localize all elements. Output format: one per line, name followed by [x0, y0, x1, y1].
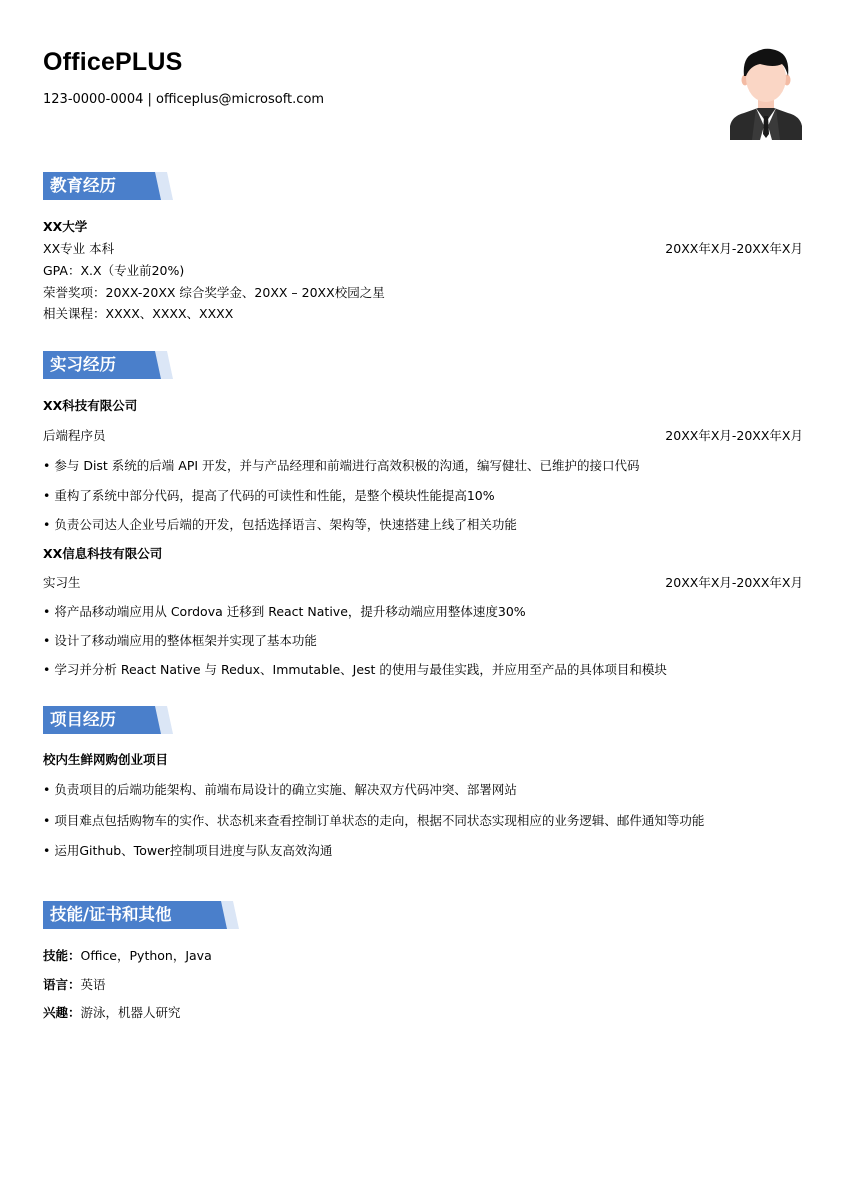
gpa: GPA：X.X（专业前20%) [43, 263, 185, 278]
interest-row [43, 1005, 181, 1021]
bullet-item: • 项目难点包括购物车的实作、状态机来查看控制订单状态的走向，根据不同状态实现相应的业务逻辑、邮件通知等功能 [43, 813, 705, 828]
bullet-item: • 设计了移动端应用的整体框架并实现了基本功能 [43, 633, 317, 648]
language-row [43, 977, 106, 993]
bullet-item: • 重构了系统中部分代码，提高了代码的可读性和性能，是整个模块性能提高10% [43, 488, 495, 503]
job-role: 后端程序员 [43, 428, 106, 443]
language-value: 英语 [80, 977, 106, 992]
bullet-item: • 将产品移动端应用从 Cordova 迁移到 React Native，提升移动端应用整体速度30% [43, 604, 526, 619]
skill-value: Office，Python，Java [80, 948, 212, 963]
honors: 荣誉奖项：20XX-20XX 综合奖学金、20XX – 20XX校园之星 [43, 285, 385, 300]
job-date: 20XX年X月-20XX年X月 [665, 428, 803, 443]
job-role: 实习生 [43, 575, 81, 590]
resume-name: OfficePLUS [43, 48, 183, 76]
interest-value: 游泳，机器人研究 [80, 1005, 181, 1020]
section-title: 项目经历 [50, 710, 116, 729]
interest-label: 兴趣： [43, 1005, 81, 1020]
section-header-projects [43, 706, 173, 734]
bullet-item: • 负责公司达人企业号后端的开发，包括选择语言、架构等，快速搭建上线了相关功能 [43, 517, 517, 532]
school-name: XX大学 [43, 219, 88, 234]
major-degree: XX专业 本科 [43, 241, 115, 256]
company-name: XX信息科技有限公司 [43, 546, 163, 561]
section-header-internship [43, 351, 173, 379]
section-title: 实习经历 [50, 355, 116, 374]
male-avatar-icon [730, 46, 802, 140]
courses: 相关课程：XXXX、XXXX、XXXX [43, 306, 234, 321]
bullet-item: • 运用Github、Tower控制项目进度与队友高效沟通 [43, 843, 333, 858]
section-header-skills [43, 901, 239, 929]
bullet-item: • 学习并分析 React Native 与 Redux、Immutable、Jest 的使用与最佳实践，并应用至产品的具体项目和模块 [43, 662, 667, 677]
job-date: 20XX年X月-20XX年X月 [665, 575, 803, 590]
section-header-education [43, 172, 173, 200]
skill-label: 技能： [43, 948, 81, 963]
language-label: 语言： [43, 977, 81, 992]
bullet-item: • 负责项目的后端功能架构、前端布局设计的确立实施、解决双方代码冲突、部署网站 [43, 782, 517, 797]
education-date: 20XX年X月-20XX年X月 [665, 241, 803, 256]
section-title: 技能/证书和其他 [50, 905, 172, 924]
contact-info: 123-0000-0004 | officeplus@microsoft.com [43, 92, 325, 107]
bullet-item: • 参与 Dist 系统的后端 API 开发，并与产品经理和前端进行高效积极的沟通，编写健壮、已维护的接口代码 [43, 458, 640, 473]
skill-row [43, 948, 212, 964]
company-name: XX科技有限公司 [43, 398, 138, 413]
section-title: 教育经历 [50, 176, 116, 195]
project-name: 校内生鲜网购创业项目 [43, 752, 169, 767]
